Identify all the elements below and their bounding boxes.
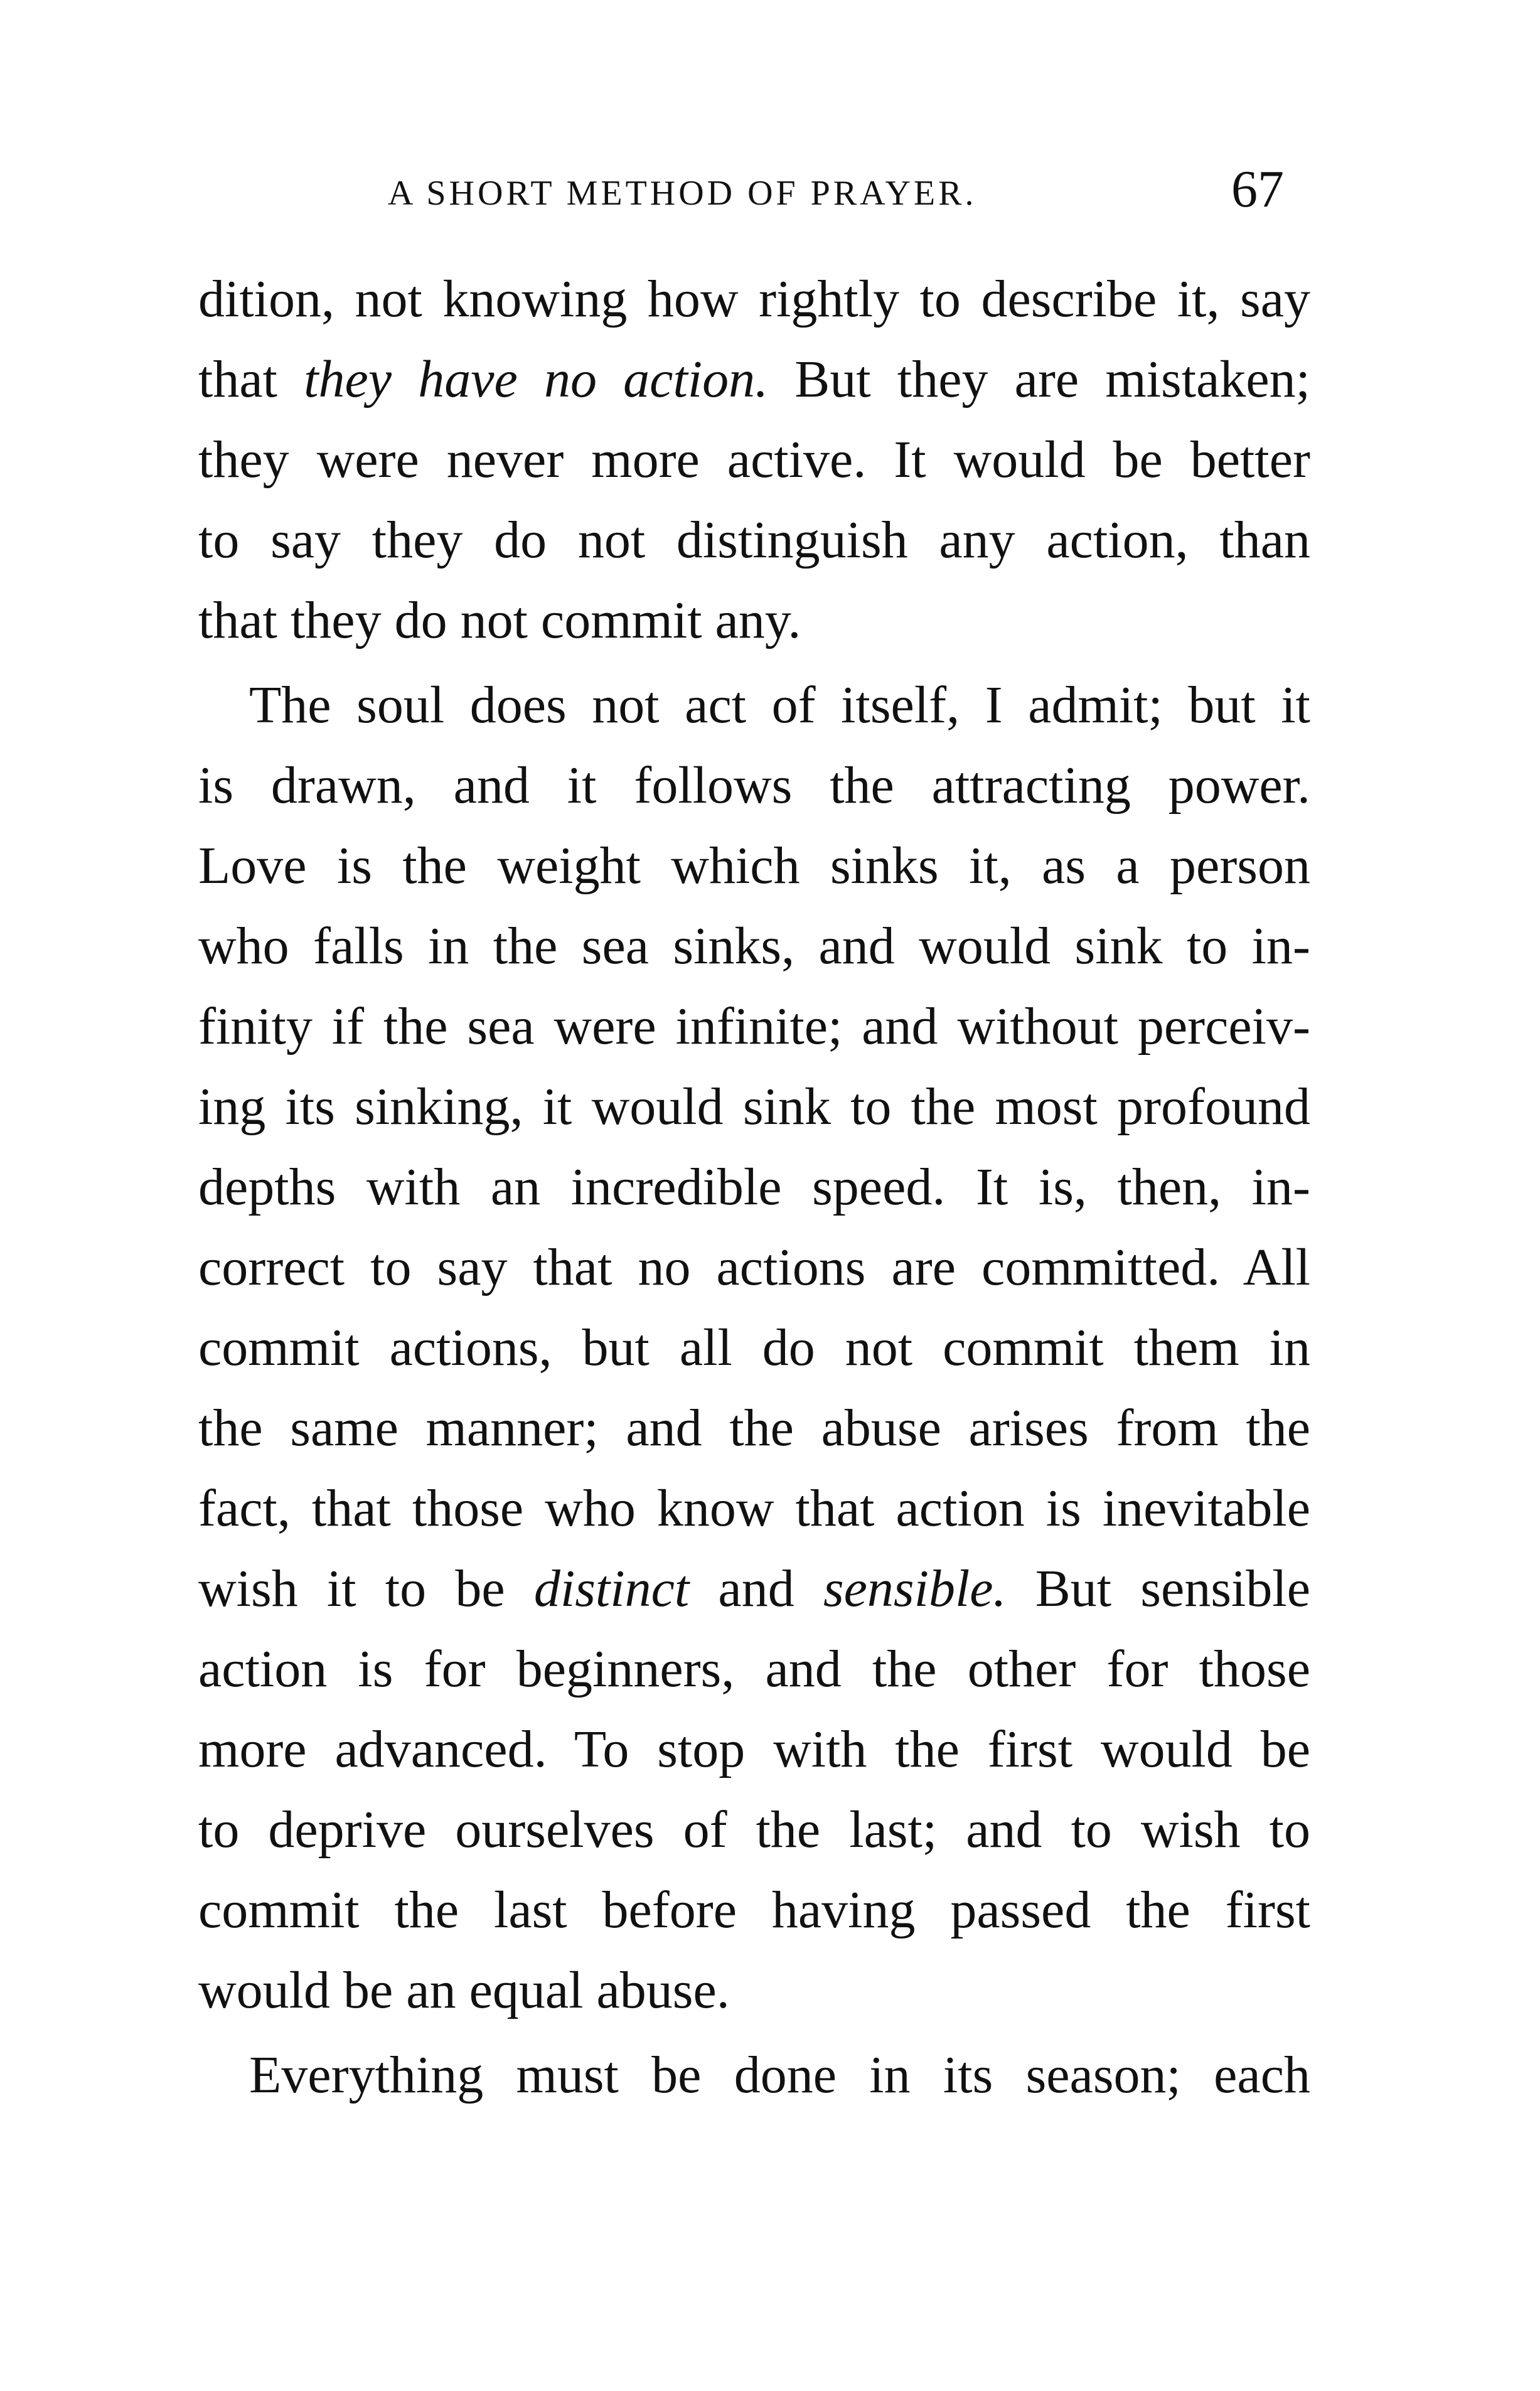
text-line: dition, not knowing how rightly to describe it, say: [198, 270, 1310, 328]
running-head: [0, 160, 1540, 218]
italic-phrase: they have no action.: [304, 350, 769, 409]
italic-word: distinct: [533, 1559, 690, 1618]
text-line: the same manner; and the abuse arises from the: [198, 1399, 1310, 1457]
running-head-title: A SHORT METHOD OF PRAYER.: [388, 174, 977, 213]
text-line: finity if the sea were infinite; and without perceiv-: [198, 997, 1310, 1056]
text-line: that they do not commit any.: [198, 591, 801, 650]
text-line: commit actions, but all do not commit them in: [198, 1319, 1310, 1377]
text-line: wish it to be distinct and sensible. But sensible: [198, 1559, 1310, 1618]
text-line: ing its sinking, it would sink to the most profound: [198, 1078, 1310, 1136]
text-line: they were never more active. It would be better: [198, 431, 1310, 489]
page-number: 67: [1231, 160, 1284, 218]
text-line: The soul does not act of itself, I admit; but it: [249, 676, 1310, 734]
text-line: to deprive ourselves of the last; and to wish to: [198, 1800, 1310, 1859]
text-line: Love is the weight which sinks it, as a person: [198, 837, 1310, 895]
text-line: who falls in the sea sinks, and would sink to in-: [198, 917, 1310, 975]
text-line: more advanced. To stop with the first would be: [198, 1720, 1310, 1779]
text-line: depths with an incredible speed. It is, then, in-: [198, 1158, 1310, 1216]
text-line: that they have no action. But they are mistaken;: [198, 350, 1310, 409]
text-line: correct to say that no actions are committed. All: [198, 1238, 1310, 1297]
text-line: to say they do not distinguish any action, than: [198, 511, 1310, 569]
text-line: would be an equal abuse.: [198, 1961, 730, 2019]
italic-word: sensible.: [823, 1559, 1007, 1618]
text-line: Everything must be done in its season; each: [249, 2046, 1310, 2104]
text-line: is drawn, and it follows the attracting power.: [198, 756, 1310, 815]
text-line: fact, that those who know that action is inevitable: [198, 1479, 1310, 1538]
text-line: action is for beginners, and the other for those: [198, 1640, 1310, 1698]
text-line: commit the last before having passed the first: [198, 1881, 1310, 1939]
